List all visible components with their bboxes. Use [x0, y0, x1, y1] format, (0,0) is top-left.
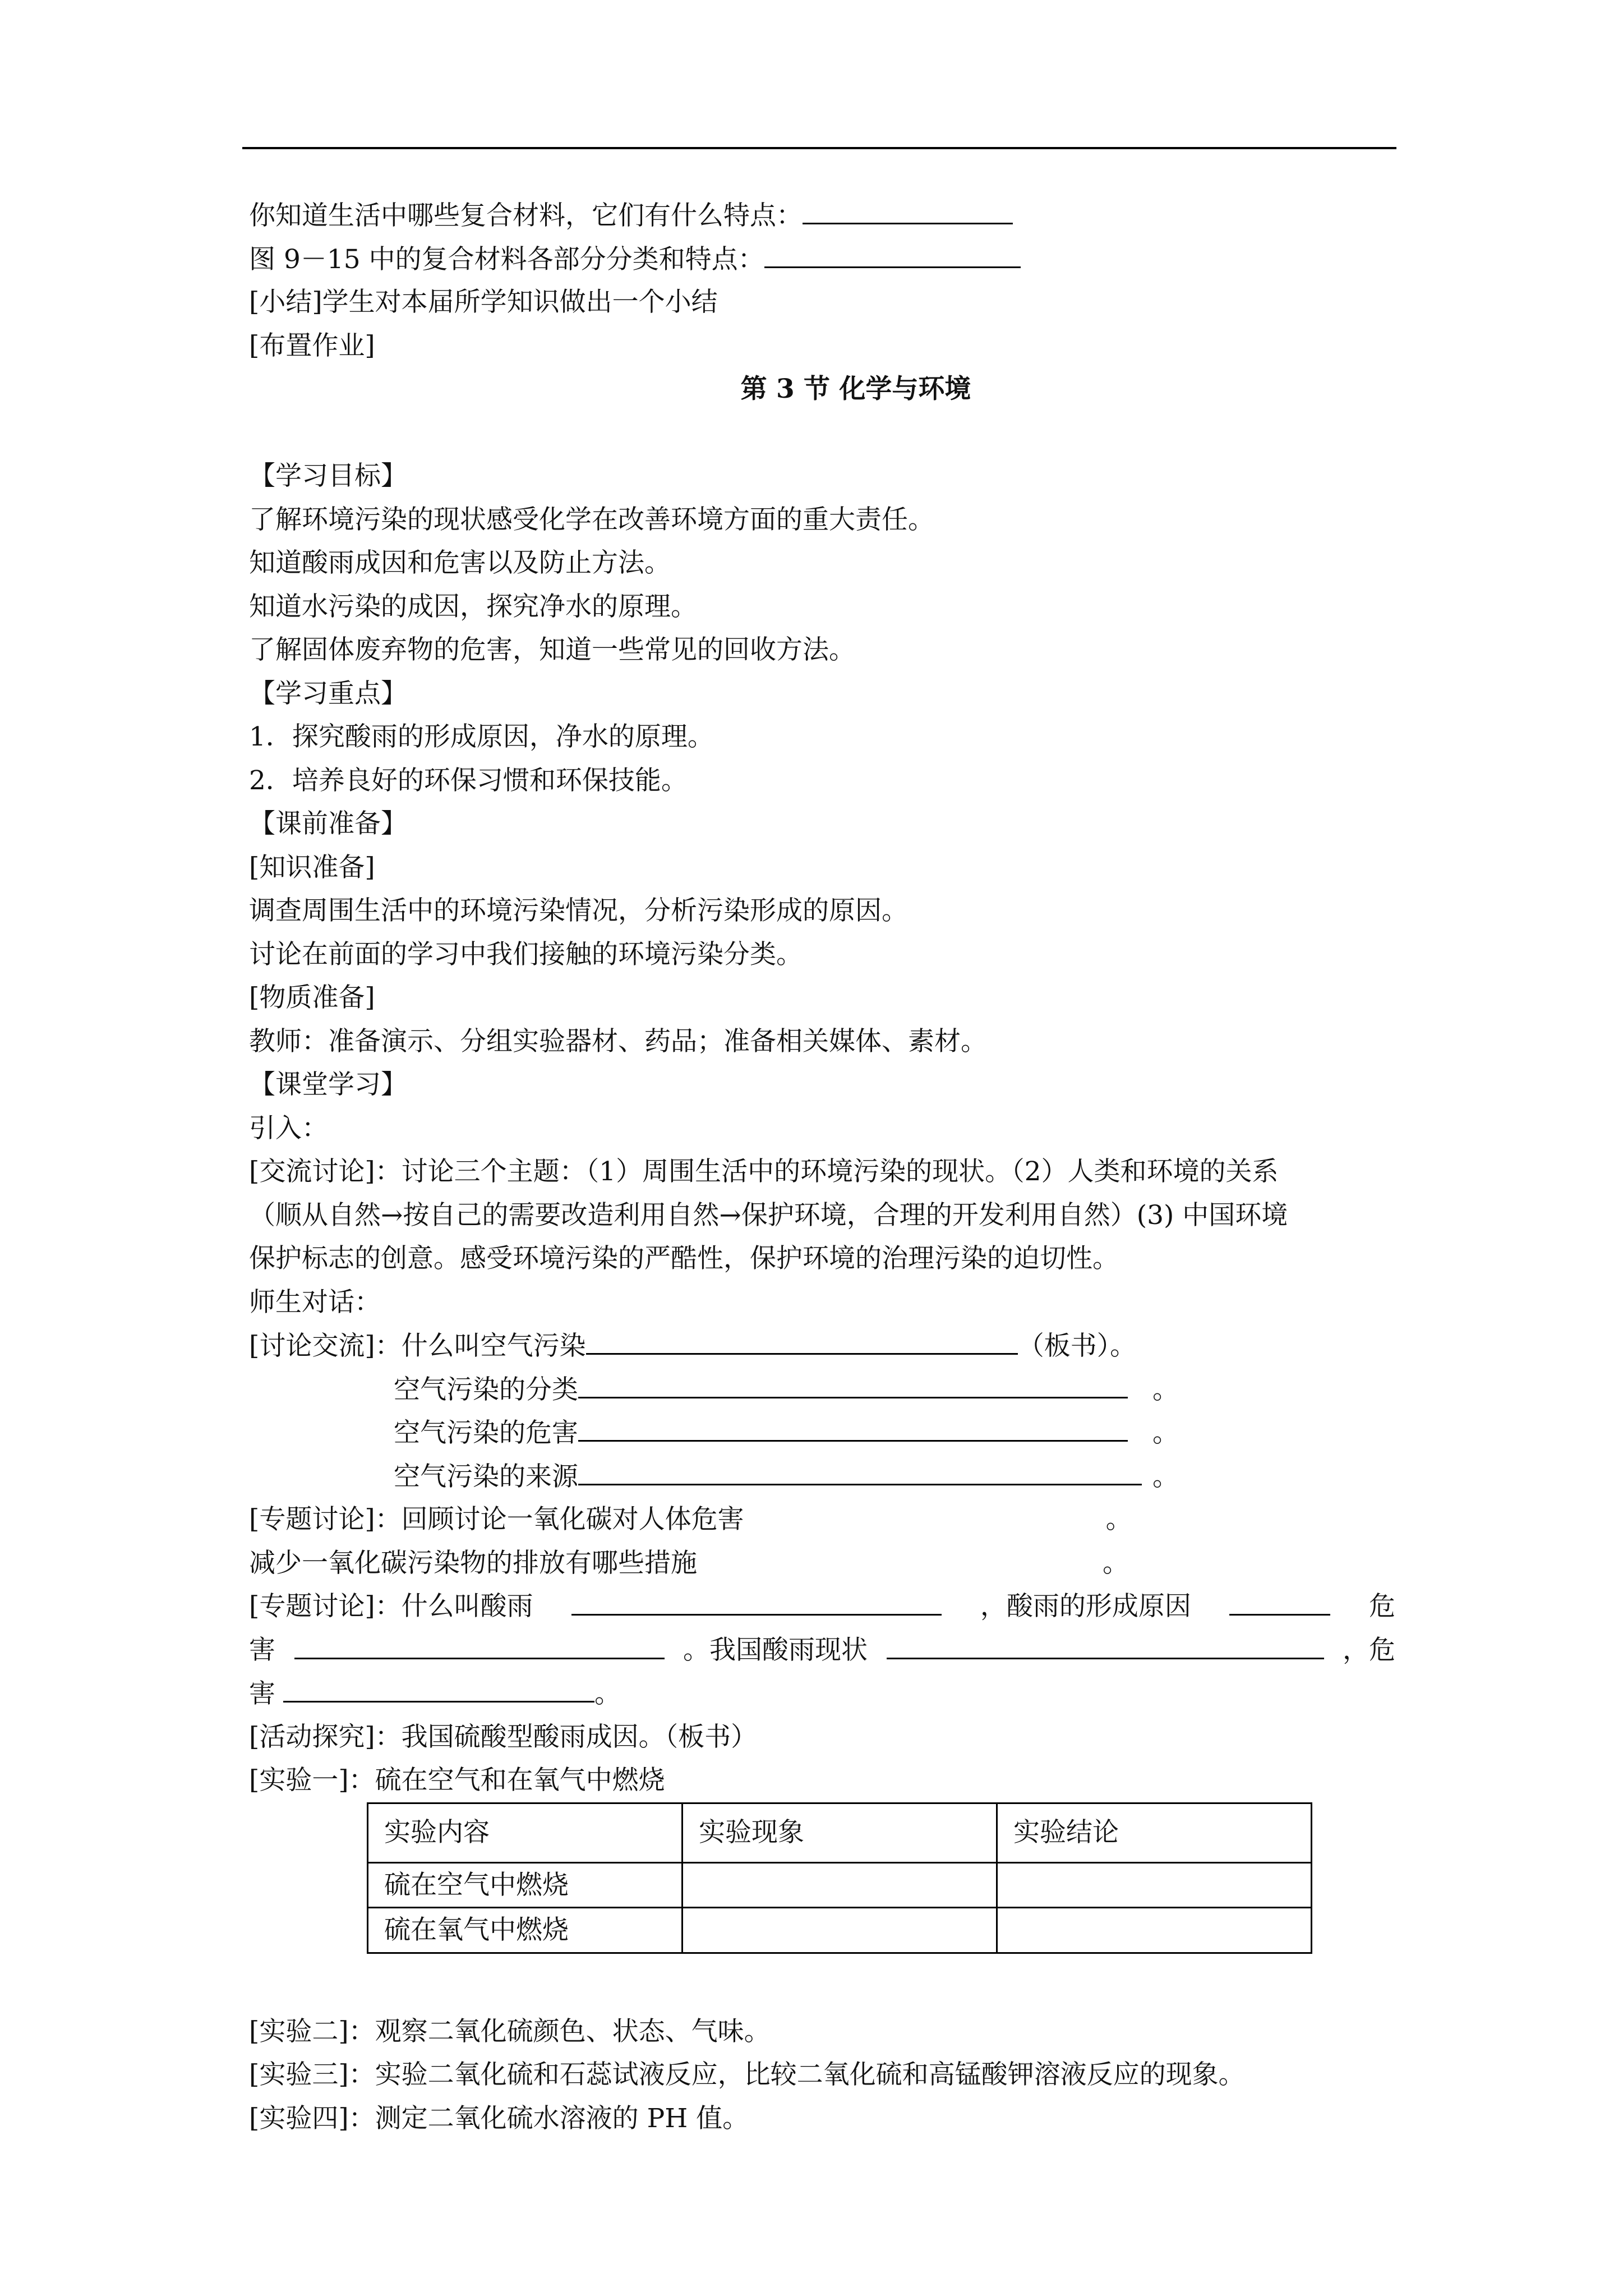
answer-blank[interactable]	[578, 1411, 1128, 1442]
experiment-3-line: [实验三]：实验二氧化硫和石蕊试液反应，比较二氧化硫和高锰酸钾溶液反应的现象。	[249, 2059, 1245, 2090]
document-body	[249, 194, 1395, 2140]
experiment-4-line: [实验四]：测定二氧化硫水溶液的 PH 值。	[249, 2102, 749, 2134]
air-pollution-category: 空气污染的分类 。	[249, 1368, 1395, 1411]
table-row	[368, 1908, 1312, 1953]
material-heading: [物质准备]	[249, 982, 375, 1013]
table-cell[interactable]	[997, 1908, 1312, 1953]
table-header-cell: 实验内容	[368, 1803, 683, 1862]
answer-blank[interactable]	[578, 1368, 1128, 1398]
figure-question-line: 图 9－15 中的复合材料各部分分类和特点：	[249, 237, 1395, 281]
air-pollution-source: 空气污染的来源 。	[249, 1455, 1395, 1498]
spacer	[249, 411, 1395, 455]
table-cell[interactable]	[683, 1862, 997, 1908]
knowledge-item: 讨论在前面的学习中我们接触的环境污染分类。	[249, 938, 803, 970]
answer-blank[interactable]	[887, 1628, 1324, 1659]
table-cell: 硫在氧气中燃烧	[368, 1908, 683, 1953]
answer-blank[interactable]	[586, 1324, 1018, 1355]
key-point-item: 1．探究酸雨的形成原因，净水的原理。	[249, 721, 714, 752]
goal-item: 知道水污染的成因，探究净水的原理。	[249, 591, 697, 622]
answer-blank[interactable]	[578, 1455, 1142, 1485]
air-pollution-question: [讨论交流]：什么叫空气污染 （板书）。	[249, 1324, 1395, 1368]
acid-rain-line-3: 害 。	[249, 1672, 1395, 1715]
classroom-heading: 【课堂学习】	[249, 1069, 407, 1100]
section-title: 第 3 节 化学与环境	[740, 374, 971, 404]
answer-blank[interactable]	[803, 194, 1013, 224]
answer-blank[interactable]	[764, 237, 1021, 268]
answer-blank[interactable]	[571, 1585, 942, 1616]
table-row	[368, 1862, 1312, 1908]
table-header-cell: 实验结论	[997, 1803, 1312, 1862]
acid-rain-line-1: [专题讨论]：什么叫酸雨 ，酸雨的形成原因 危	[249, 1585, 1395, 1628]
answer-blank[interactable]	[283, 1672, 594, 1703]
goal-item: 了解环境污染的现状感受化学在改善环境方面的重大责任。	[249, 504, 934, 535]
table-header-row	[368, 1803, 1312, 1862]
co-measures-question: 减少一氧化碳污染物的排放有哪些措施 。	[249, 1547, 1129, 1579]
composite-question-line: 你知道生活中哪些复合材料，它们有什么特点：	[249, 194, 1395, 237]
goal-item: 了解固体废弃物的危害，知道一些常见的回收方法。	[249, 634, 855, 665]
key-points-heading: 【学习重点】	[249, 678, 407, 709]
goals-heading: 【学习目标】	[249, 461, 407, 491]
table-cell: 硫在空气中燃烧	[368, 1862, 683, 1908]
table-header-cell: 实验现象	[683, 1803, 997, 1862]
acid-rain-line-2: 害 。我国酸雨现状 ，危	[249, 1628, 1395, 1672]
table-cell[interactable]	[997, 1862, 1312, 1908]
material-item: 教师：准备演示、分组实验器材、药品；准备相关媒体、素材。	[249, 1025, 987, 1057]
answer-blank[interactable]	[1229, 1585, 1330, 1616]
dialogue-line: 师生对话：	[249, 1286, 381, 1318]
air-pollution-harm: 空气污染的危害 。	[249, 1411, 1395, 1455]
key-point-item: 2．培养良好的环保习惯和环保技能。	[249, 765, 688, 796]
co-harm-question: [专题讨论]：回顾讨论一氧化碳对人体危害 。	[249, 1504, 1132, 1535]
knowledge-item: 调查周围生活中的环境污染情况，分析污染形成的原因。	[249, 895, 908, 926]
table-cell[interactable]	[683, 1908, 997, 1953]
discussion-line: （顺从自然→按自己的需要改造利用自然→保护环境，合理的开发利用自然）(3) 中国环境	[249, 1199, 1288, 1231]
intro-line: 引入：	[249, 1112, 328, 1144]
homework-line: [布置作业]	[249, 330, 375, 361]
answer-blank[interactable]	[294, 1628, 665, 1659]
experiment-table	[367, 1802, 1312, 1954]
discussion-line: 保护标志的创意。感受环境污染的严酷性，保护环境的治理污染的迫切性。	[249, 1243, 1119, 1274]
summary-line: [小结]学生对本届所学知识做出一个小结	[249, 287, 718, 318]
prep-heading: 【课前准备】	[249, 808, 407, 839]
activity-line: [活动探究]：我国硫酸型酸雨成因。（板书）	[249, 1721, 758, 1752]
experiment-1-line: [实验一]：硫在空气和在氧气中燃烧	[249, 1765, 665, 1796]
header-rule	[242, 147, 1396, 149]
knowledge-heading: [知识准备]	[249, 852, 375, 883]
experiment-2-line: [实验二]：观察二氧化硫颜色、状态、气味。	[249, 2016, 771, 2047]
goal-item: 知道酸雨成因和危害以及防止方法。	[249, 547, 671, 578]
discussion-line: [交流讨论]：讨论三个主题：（1）周围生活中的环境污染的现状。（2）人类和环境的关系	[249, 1156, 1279, 1187]
spacer	[249, 1954, 1395, 2010]
